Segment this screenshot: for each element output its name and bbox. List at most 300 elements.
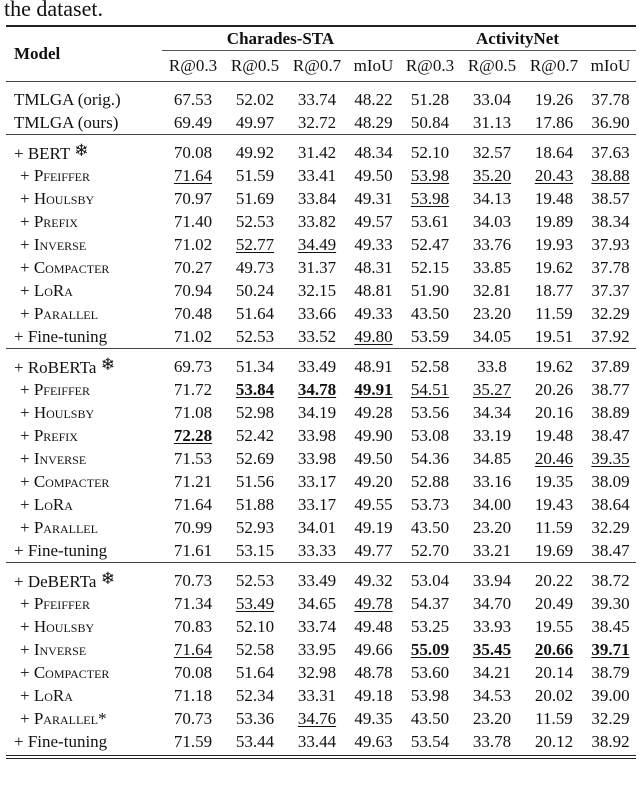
table-row <box>6 615 636 638</box>
metric-value: 18.77 <box>534 280 574 300</box>
value-cell <box>585 187 636 210</box>
caption-text: the dataset. <box>4 0 103 21</box>
metric-value: 69.49 <box>173 112 213 132</box>
value-cell <box>348 447 399 470</box>
metric-value: 38.79 <box>591 662 630 682</box>
snowflake-icon: ❄ <box>74 141 89 160</box>
value-cell <box>162 563 224 593</box>
header-metric: R@0.3 <box>168 56 218 75</box>
metric-value: 20.22 <box>534 570 574 590</box>
metric-value: 69.73 <box>173 356 213 376</box>
metric-value: 53.60 <box>410 662 450 682</box>
value-cell <box>523 349 585 379</box>
model-name-cell <box>6 135 162 165</box>
metric-value: 43.50 <box>410 517 450 537</box>
metric-value: 70.08 <box>173 662 213 682</box>
value-cell <box>286 256 348 279</box>
value-cell <box>585 325 636 349</box>
value-cell <box>523 111 585 135</box>
model-name: + Inverse <box>20 448 87 468</box>
metric-value: 38.89 <box>591 402 630 422</box>
metric-value: 71.53 <box>173 448 213 468</box>
table-row <box>6 493 636 516</box>
metric-value: 52.69 <box>235 448 275 468</box>
table-row <box>6 82 636 112</box>
value-cell <box>523 539 585 563</box>
metric-value: 52.10 <box>410 142 450 162</box>
metric-value: 33.17 <box>297 494 337 514</box>
value-cell <box>224 164 286 187</box>
model-name-cell <box>6 82 162 112</box>
metric-value: 51.90 <box>410 280 450 300</box>
value-cell <box>585 135 636 165</box>
value-cell <box>523 135 585 165</box>
metric-value: 53.98 <box>410 165 450 185</box>
header-group-charades: Charades-STA <box>162 26 399 51</box>
metric-value: 38.72 <box>591 570 630 590</box>
table-row <box>6 325 636 349</box>
metric-value: 34.65 <box>297 593 337 613</box>
header-metric: mIoU <box>590 56 631 75</box>
model-name-cell <box>6 615 162 638</box>
value-cell <box>224 378 286 401</box>
metric-value: 33.19 <box>472 425 512 445</box>
header-metric: R@0.3 <box>405 56 455 75</box>
model-name: + Fine-tuning <box>14 326 108 346</box>
value-cell <box>585 684 636 707</box>
metric-value: 48.31 <box>354 257 393 277</box>
metric-value: 32.29 <box>591 303 630 323</box>
value-cell <box>348 493 399 516</box>
value-cell <box>585 401 636 424</box>
snowflake-icon: ❄ <box>100 355 115 374</box>
model-name-cell <box>6 325 162 349</box>
metric-value: 33.41 <box>297 165 337 185</box>
model-name-cell <box>6 210 162 233</box>
value-cell <box>162 516 224 539</box>
metric-value: 54.36 <box>410 448 450 468</box>
metric-value: 52.98 <box>235 402 275 422</box>
metric-value: 33.98 <box>297 448 337 468</box>
metric-value: 33.74 <box>297 89 337 109</box>
value-cell <box>224 661 286 684</box>
metric-value: 52.88 <box>410 471 450 491</box>
metric-value: 49.77 <box>354 540 393 560</box>
metric-value: 33.21 <box>472 540 512 560</box>
metric-value: 49.32 <box>354 570 393 590</box>
value-cell <box>224 187 286 210</box>
metric-value: 52.58 <box>410 356 450 376</box>
value-cell <box>286 730 348 757</box>
metric-value: 20.16 <box>534 402 574 422</box>
metric-value: 49.28 <box>354 402 393 422</box>
metric-value: 52.77 <box>235 234 275 254</box>
value-cell <box>348 164 399 187</box>
value-cell <box>585 111 636 135</box>
metric-value: 70.08 <box>173 142 213 162</box>
metric-value: 34.34 <box>472 402 512 422</box>
metric-value: 71.34 <box>173 593 213 613</box>
value-cell <box>399 730 461 757</box>
metric-value: 38.47 <box>591 540 630 560</box>
metric-value: 37.37 <box>591 280 630 300</box>
value-cell <box>399 378 461 401</box>
value-cell <box>286 615 348 638</box>
value-cell <box>162 707 224 730</box>
value-cell <box>399 164 461 187</box>
metric-value: 71.02 <box>173 326 213 346</box>
metric-value: 33.93 <box>472 616 512 636</box>
model-name: + Houlsby <box>20 402 95 422</box>
table-row <box>6 187 636 210</box>
table-row <box>6 447 636 470</box>
value-cell <box>286 447 348 470</box>
metric-value: 34.13 <box>472 188 512 208</box>
value-cell <box>461 707 523 730</box>
value-cell <box>523 325 585 349</box>
value-cell <box>585 302 636 325</box>
metric-value: 51.88 <box>235 494 275 514</box>
value-cell <box>224 539 286 563</box>
value-cell <box>585 210 636 233</box>
value-cell <box>162 325 224 349</box>
value-cell <box>348 401 399 424</box>
value-cell <box>224 447 286 470</box>
value-cell <box>461 470 523 493</box>
value-cell <box>286 539 348 563</box>
metric-value: 51.64 <box>235 303 275 323</box>
metric-value: 19.48 <box>534 425 574 445</box>
value-cell <box>286 684 348 707</box>
metric-value: 52.93 <box>235 517 275 537</box>
table-row <box>6 592 636 615</box>
metric-value: 20.43 <box>534 165 574 185</box>
metric-value: 53.61 <box>410 211 450 231</box>
value-cell <box>523 493 585 516</box>
metric-value: 54.51 <box>410 379 450 399</box>
metric-value: 37.89 <box>591 356 630 376</box>
metric-value: 55.09 <box>410 639 450 659</box>
metric-value: 19.69 <box>534 540 574 560</box>
metric-value: 38.47 <box>591 425 630 445</box>
value-cell <box>461 111 523 135</box>
table-row <box>6 638 636 661</box>
value-cell <box>461 82 523 112</box>
metric-value: 35.27 <box>472 379 512 399</box>
metric-value: 19.26 <box>534 89 574 109</box>
value-cell <box>585 516 636 539</box>
model-name-cell <box>6 684 162 707</box>
metric-value: 49.66 <box>354 639 393 659</box>
metric-value: 19.51 <box>534 326 574 346</box>
value-cell <box>286 378 348 401</box>
value-cell <box>585 707 636 730</box>
metric-value: 48.78 <box>354 662 393 682</box>
table-row <box>6 563 636 593</box>
value-cell <box>224 135 286 165</box>
value-cell <box>162 615 224 638</box>
metric-value: 38.34 <box>591 211 630 231</box>
metric-value: 71.64 <box>173 494 213 514</box>
value-cell <box>348 349 399 379</box>
value-cell <box>523 187 585 210</box>
value-cell <box>348 592 399 615</box>
value-cell <box>286 516 348 539</box>
metric-value: 53.25 <box>410 616 450 636</box>
value-cell <box>162 493 224 516</box>
value-cell <box>523 638 585 661</box>
metric-value: 33.8 <box>477 356 507 376</box>
table-row <box>6 111 636 135</box>
metric-value: 70.73 <box>173 708 213 728</box>
metric-value: 33.82 <box>297 211 337 231</box>
metric-value: 49.33 <box>354 234 393 254</box>
metric-value: 33.66 <box>297 303 337 323</box>
value-cell <box>348 516 399 539</box>
metric-value: 38.45 <box>591 616 630 636</box>
model-name: + Prefix <box>20 425 78 445</box>
table-row <box>6 378 636 401</box>
table-row <box>6 135 636 165</box>
model-name: + Inverse <box>20 234 87 254</box>
value-cell <box>348 539 399 563</box>
metric-value: 51.34 <box>235 356 275 376</box>
value-cell <box>585 638 636 661</box>
value-cell <box>224 615 286 638</box>
value-cell <box>286 111 348 135</box>
metric-value: 71.61 <box>173 540 213 560</box>
value-cell <box>286 164 348 187</box>
value-cell <box>399 424 461 447</box>
metric-value: 20.02 <box>534 685 574 705</box>
table-row <box>6 279 636 302</box>
value-cell <box>461 325 523 349</box>
metric-value: 48.29 <box>354 112 393 132</box>
table-row <box>6 516 636 539</box>
value-cell <box>224 233 286 256</box>
metric-value: 71.59 <box>173 731 213 751</box>
value-cell <box>224 279 286 302</box>
value-cell <box>348 661 399 684</box>
table-row <box>6 539 636 563</box>
value-cell <box>162 447 224 470</box>
value-cell <box>399 187 461 210</box>
value-cell <box>461 615 523 638</box>
value-cell <box>162 135 224 165</box>
metric-value: 49.50 <box>354 165 393 185</box>
model-name-cell <box>6 447 162 470</box>
metric-value: 34.70 <box>472 593 512 613</box>
value-cell <box>224 302 286 325</box>
value-cell <box>461 424 523 447</box>
value-cell <box>461 135 523 165</box>
metric-value: 19.93 <box>534 234 574 254</box>
metric-value: 49.20 <box>354 471 393 491</box>
value-cell <box>585 82 636 112</box>
value-cell <box>461 210 523 233</box>
value-cell <box>399 111 461 135</box>
model-name-cell <box>6 111 162 135</box>
metric-value: 23.20 <box>472 517 512 537</box>
metric-value: 37.63 <box>591 142 630 162</box>
metric-value: 72.28 <box>173 425 213 445</box>
value-cell <box>162 539 224 563</box>
value-cell <box>523 730 585 757</box>
metric-value: 70.97 <box>173 188 213 208</box>
value-cell <box>585 349 636 379</box>
metric-value: 19.35 <box>534 471 574 491</box>
metric-value: 34.00 <box>472 494 512 514</box>
metric-value: 32.72 <box>297 112 337 132</box>
metric-value: 32.81 <box>472 280 512 300</box>
metric-value: 52.53 <box>235 326 275 346</box>
model-name: + LoRa <box>20 494 73 514</box>
metric-value: 71.64 <box>173 639 213 659</box>
value-cell <box>523 470 585 493</box>
value-cell <box>286 210 348 233</box>
value-cell <box>523 563 585 593</box>
metric-value: 53.36 <box>235 708 275 728</box>
value-cell <box>399 470 461 493</box>
metric-value: 70.83 <box>173 616 213 636</box>
model-name: TMLGA (orig.) <box>14 89 121 109</box>
metric-value: 49.92 <box>235 142 275 162</box>
metric-value: 49.97 <box>235 112 275 132</box>
value-cell <box>224 493 286 516</box>
metric-value: 33.17 <box>297 471 337 491</box>
metric-value: 53.59 <box>410 326 450 346</box>
value-cell <box>162 279 224 302</box>
metric-value: 11.59 <box>535 708 573 728</box>
model-name: + Fine-tuning <box>14 731 108 751</box>
value-cell <box>399 325 461 349</box>
value-cell <box>585 592 636 615</box>
header-metric: R@0.7 <box>529 56 579 75</box>
value-cell <box>399 615 461 638</box>
metric-value: 49.48 <box>354 616 393 636</box>
metric-value: 49.55 <box>354 494 393 514</box>
model-name: + Prefix <box>20 211 78 231</box>
value-cell <box>224 470 286 493</box>
snowflake-icon: ❄ <box>100 569 115 588</box>
value-cell <box>348 638 399 661</box>
value-cell <box>585 256 636 279</box>
metric-value: 53.73 <box>410 494 450 514</box>
model-name-cell <box>6 302 162 325</box>
metric-value: 38.77 <box>591 379 630 399</box>
value-cell <box>585 447 636 470</box>
value-cell <box>585 470 636 493</box>
value-cell <box>523 707 585 730</box>
value-cell <box>461 233 523 256</box>
metric-value: 53.44 <box>235 731 275 751</box>
value-cell <box>286 302 348 325</box>
metric-value: 31.42 <box>297 142 337 162</box>
value-cell <box>286 470 348 493</box>
metric-value: 49.19 <box>354 517 393 537</box>
metric-value: 19.89 <box>534 211 574 231</box>
metric-value: 51.64 <box>235 662 275 682</box>
metric-value: 53.49 <box>235 593 275 613</box>
model-name-cell <box>6 707 162 730</box>
value-cell <box>461 378 523 401</box>
metric-value: 49.57 <box>354 211 393 231</box>
metric-value: 49.63 <box>354 731 393 751</box>
metric-value: 20.49 <box>534 593 574 613</box>
value-cell <box>162 349 224 379</box>
value-cell <box>523 447 585 470</box>
metric-value: 19.55 <box>534 616 574 636</box>
value-cell <box>399 349 461 379</box>
metric-value: 53.84 <box>235 379 275 399</box>
metric-value: 34.53 <box>472 685 512 705</box>
metric-value: 48.91 <box>354 356 393 376</box>
metric-value: 53.98 <box>410 685 450 705</box>
value-cell <box>585 378 636 401</box>
value-cell <box>585 164 636 187</box>
metric-value: 33.16 <box>472 471 512 491</box>
value-cell <box>224 707 286 730</box>
metric-value: 53.56 <box>410 402 450 422</box>
model-name-cell <box>6 470 162 493</box>
metric-value: 52.70 <box>410 540 450 560</box>
metric-value: 43.50 <box>410 303 450 323</box>
table-row <box>6 256 636 279</box>
table-row <box>6 233 636 256</box>
value-cell <box>348 563 399 593</box>
results-table <box>6 25 636 759</box>
value-cell <box>523 233 585 256</box>
value-cell <box>523 661 585 684</box>
metric-value: 33.31 <box>297 685 337 705</box>
value-cell <box>162 164 224 187</box>
value-cell <box>523 164 585 187</box>
model-name: TMLGA (ours) <box>14 112 119 132</box>
value-cell <box>399 135 461 165</box>
metric-value: 50.24 <box>235 280 275 300</box>
table-row <box>6 210 636 233</box>
value-cell <box>399 210 461 233</box>
model-name-cell <box>6 592 162 615</box>
value-cell <box>523 592 585 615</box>
value-cell <box>162 233 224 256</box>
value-cell <box>399 563 461 593</box>
value-cell <box>399 592 461 615</box>
metric-value: 39.71 <box>591 639 630 659</box>
metric-value: 33.95 <box>297 639 337 659</box>
metric-value: 34.21 <box>472 662 512 682</box>
value-cell <box>523 279 585 302</box>
value-cell <box>224 592 286 615</box>
model-name: + Inverse <box>20 639 87 659</box>
model-name-cell <box>6 233 162 256</box>
value-cell <box>224 730 286 757</box>
value-cell <box>461 164 523 187</box>
value-cell <box>399 661 461 684</box>
metric-value: 52.10 <box>235 616 275 636</box>
value-cell <box>224 210 286 233</box>
header-model: Model <box>6 26 162 82</box>
value-cell <box>399 279 461 302</box>
value-cell <box>162 424 224 447</box>
value-cell <box>399 82 461 112</box>
table-row <box>6 424 636 447</box>
value-cell <box>461 516 523 539</box>
model-name: + Parallel <box>20 303 98 323</box>
metric-value: 37.78 <box>591 257 630 277</box>
metric-value: 32.98 <box>297 662 337 682</box>
value-cell <box>585 424 636 447</box>
